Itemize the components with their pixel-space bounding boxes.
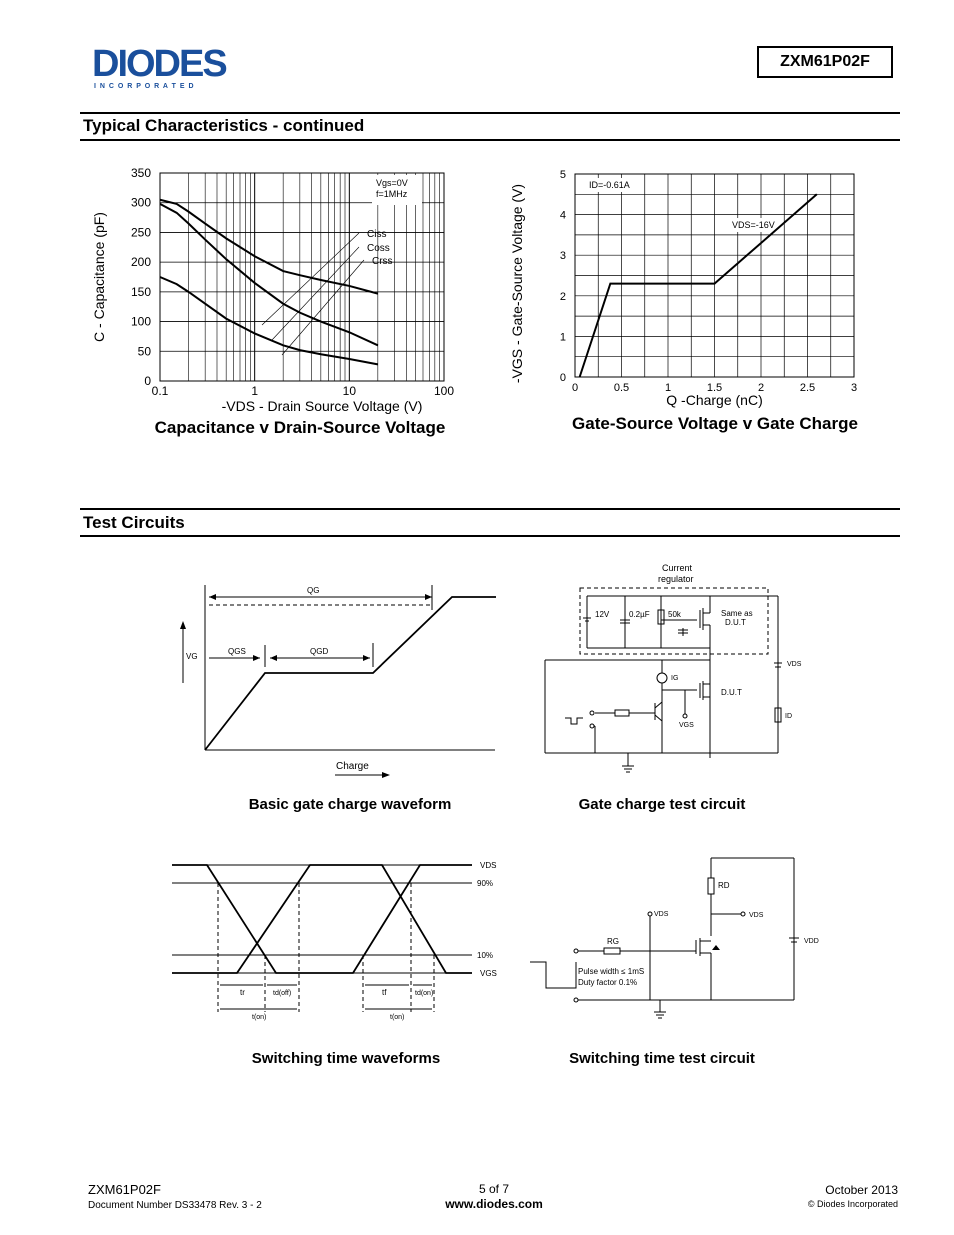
label-vds: VDS [787, 661, 802, 668]
series-label: Crss [372, 256, 393, 267]
label-dut: D.U.T [721, 688, 742, 697]
y-tick-label: 4 [559, 209, 566, 222]
x-tick-label: 0.5 [613, 382, 630, 394]
x-tick-label: 1 [251, 384, 259, 398]
label-dut-ref: D.U.T [725, 618, 746, 627]
caption-gate-charge-chart: Gate-Source Voltage v Gate Charge [572, 414, 858, 433]
part-number-box: ZXM61P02F [757, 46, 893, 78]
label-vgs-wave: VGS [480, 969, 497, 978]
caption-switching-waveforms: Switching time waveforms [251, 1050, 441, 1067]
label-same-as: Same as [721, 609, 753, 618]
section-line-test-top [80, 508, 900, 510]
annotation-id: ID=-0.61A [589, 180, 630, 190]
gate-charge-test-circuit [535, 558, 835, 778]
caption-gate-charge-circuit: Gate charge test circuit [578, 796, 746, 813]
x-tick-label: 100 [433, 384, 455, 398]
y-tick-label: 50 [137, 344, 151, 359]
footer-part: ZXM61P02F [88, 1182, 161, 1197]
y-tick-label: 100 [130, 314, 151, 329]
annotation-text: Vgs=0V [376, 178, 408, 188]
label-charge: Charge [336, 761, 369, 772]
series-label: Coss [367, 243, 390, 254]
footer-copyright: © Diodes Incorporated [807, 1199, 898, 1209]
x-tick-label: 0 [571, 382, 579, 394]
y-axis-label: C - Capacitance (pF) [91, 212, 107, 342]
label-qgd: QGD [310, 647, 329, 656]
annotation-vds: VDS=-16V [732, 220, 775, 230]
label-duty-factor: Duty factor 0.1% [578, 978, 638, 987]
label-qgs: QGS [228, 647, 246, 656]
label-tdoff: td(off) [273, 990, 292, 997]
caption-switching-circuit: Switching time test circuit [569, 1050, 755, 1067]
y-tick-label: 350 [130, 166, 151, 180]
series-line-vgs [580, 194, 817, 377]
label-tr-1: tr [240, 988, 245, 997]
annotation-text: f=1MHz [376, 189, 408, 199]
label-50k: 50k [668, 610, 681, 619]
label-qg: QG [307, 586, 320, 595]
label-vds-top: VDS [654, 911, 669, 918]
x-axis-label: -VDS - Drain Source Voltage (V) [221, 398, 423, 414]
label-rg: RG [607, 937, 619, 946]
y-tick-label: 0 [144, 374, 151, 388]
y-tick-label: 5 [559, 169, 566, 181]
x-tick-label: 1.5 [706, 382, 723, 394]
diodes-logo [90, 42, 260, 90]
label-rd: RD [718, 881, 730, 890]
basic-gate-charge-waveform [170, 575, 510, 785]
footer-page: 5 of 7 [478, 1182, 510, 1196]
label-id: ID [785, 713, 792, 720]
y-tick-label: 200 [130, 255, 151, 270]
series-leader-line [262, 233, 359, 325]
label-tf: tf [382, 988, 387, 997]
label-cap: 0.2µF [629, 610, 650, 619]
x-tick-label: 1 [664, 382, 672, 394]
logo-subtext: I N C O R P O R A T E D [94, 83, 195, 90]
label-ton-1: t(on) [252, 1014, 267, 1021]
y-tick-label: 3 [559, 250, 566, 263]
y-axis-label: -VGS - Gate-Source Voltage (V) [509, 183, 525, 384]
section-line-top [80, 112, 900, 114]
section-line-test-bottom [80, 535, 900, 537]
y-tick-label: 1 [559, 331, 566, 344]
x-tick-label: 2 [757, 382, 765, 394]
caption-capacitance-chart: Capacitance v Drain-Source Voltage [154, 418, 446, 437]
y-tick-label: 150 [130, 284, 151, 299]
label-ig: IG [671, 675, 679, 682]
switching-time-test-circuit [530, 850, 830, 1030]
switching-time-waveforms [170, 852, 510, 1032]
x-tick-label: 10 [342, 384, 357, 398]
capacitance-chart [82, 160, 482, 420]
x-tick-label: 0.1 [151, 384, 169, 398]
label-vdd: VDD [804, 938, 819, 945]
label-12v: 12V [595, 610, 610, 619]
label-tdon: td(on) [415, 990, 434, 997]
y-tick-label: 0 [559, 372, 566, 384]
footer-url[interactable]: www.diodes.com [445, 1197, 543, 1211]
label-vgs: VGS [679, 722, 694, 729]
footer-date: October 2013 [825, 1183, 898, 1197]
x-tick-label: 3 [850, 382, 858, 394]
label-regulator: regulator [658, 574, 694, 584]
section-title-typical: Typical Characteristics - continued [83, 116, 365, 135]
y-tick-label: 2 [559, 290, 566, 303]
x-axis-label: Q -Charge (nC) [666, 392, 763, 408]
gate-charge-chart [500, 160, 880, 415]
label-current: Current [662, 563, 693, 573]
y-tick-label: 250 [130, 225, 151, 240]
y-tick-label: 300 [130, 195, 151, 210]
series-leader-line [272, 247, 359, 340]
label-ton-2: t(on) [390, 1014, 405, 1021]
label-90pct: 90% [477, 879, 494, 888]
label-vds-wave: VDS [480, 861, 497, 870]
section-title-test: Test Circuits [83, 513, 185, 532]
footer-docnum: Document Number DS33478 Rev. 3 - 2 [88, 1200, 262, 1211]
series-label: Ciss [367, 229, 387, 240]
label-vg: VG [186, 652, 198, 661]
label-10pct: 10% [477, 951, 494, 960]
section-line-bottom [80, 139, 900, 141]
label-pulse-width: Pulse width ≤ 1mS [578, 967, 645, 976]
logo-text: DIODES [92, 43, 226, 85]
label-vds-right: VDS [749, 912, 764, 919]
x-tick-label: 2.5 [799, 382, 816, 394]
caption-basic-gate-waveform: Basic gate charge waveform [248, 796, 452, 813]
